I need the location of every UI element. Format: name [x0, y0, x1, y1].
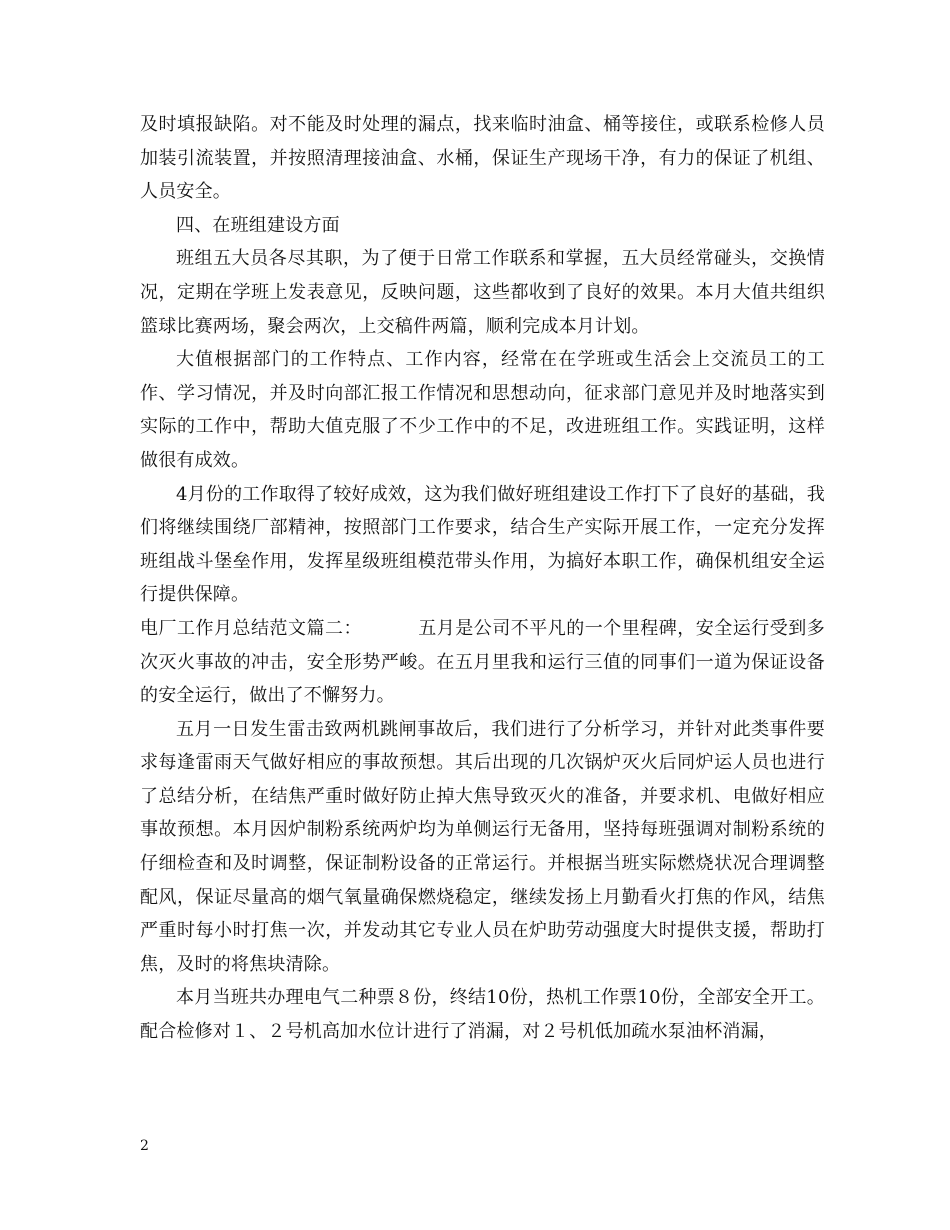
article-title-line [140, 612, 825, 713]
paragraph: 本月当班共办理电气二种票８份，终结10份，热机工作票10份，全部安全开工。配合检修对１、２号机高加水位计进行了消漏，对２号机低加疏水泵油杯消漏， [140, 987, 825, 1043]
paragraph-continued: 及时填报缺陷。对不能及时处理的漏点，找来临时油盒、桶等接住，或联系检修人员加装引流装置，并按照清理接油盒、水桶，保证生产现场干净，有力的保证了机组、人员安全。 [140, 114, 825, 203]
section-heading: 四、在班组建设方面 [176, 214, 340, 236]
paragraph: 大值根据部门的工作特点、工作内容，经常在在学班或生活会上交流员工的工作、学习情况，并及时向部汇报工作情况和思想动向，征求部门意见并及时地落实到实际的工作中，帮助大值克服了不少工作中的不足，改进班组工作。实践证明，这样做很有成效。 [140, 349, 825, 471]
body-text [140, 108, 825, 1049]
paragraph: 五月一日发生雷击致两机跳闸事故后，我们进行了分析学习，并针对此类事件要求每逢雷雨天气做好相应的事故预想。其后出现的几次锅炉灭火后同炉运人员也进行了总结分析，在结焦严重时做好防止掉大焦导致灭火的准备，并要求机、电做好相应事故预想。本月因炉制粉系统两炉均为单侧运行无备用，坚持每班强调对制粉系统的仔细检查和及时调整，保证制粉设备的正常运行。并根据当班实际燃烧状况合理调整配风，保证尽量高的烟气氧量确保燃烧稳定，继续发扬上月勤看火打焦的作风，结焦严重时每小时打焦一次，并发动其它专业人员在炉助劳动强度大时提供支援，帮助打焦，及时的将焦块清除。 [140, 718, 825, 975]
article-title: 电厂工作月总结范文篇二： [140, 617, 362, 639]
paragraph: 班组五大员各尽其职，为了便于日常工作联系和掌握，五大员经常碰头，交换情况，定期在学班上发表意见，反映问题，这些都收到了良好的效果。本月大值共组织篮球比赛两场，聚会两次，上交稿件两篇，顺利完成本月计划。 [140, 248, 825, 337]
article-intro: 五月是公司不平凡的一个里程碑，安全运行受到多次灭火事故的冲击，安全形势严峻。在五月里我和运行三值的同事们一道为保证设备的安全运行，做出了不懈努力。 [140, 617, 825, 707]
page-number: 2 [140, 1138, 149, 1154]
paragraph: 4月份的工作取得了较好成效，这为我们做好班组建设工作打下了良好的基础，我们将继续围绕厂部精神，按照部门工作要求，结合生产实际开展工作，一定充分发挥班组战斗堡垒作用，发挥星级班组模范带头作用，为搞好本职工作，确保机组安全运行提供保障。 [140, 483, 825, 606]
